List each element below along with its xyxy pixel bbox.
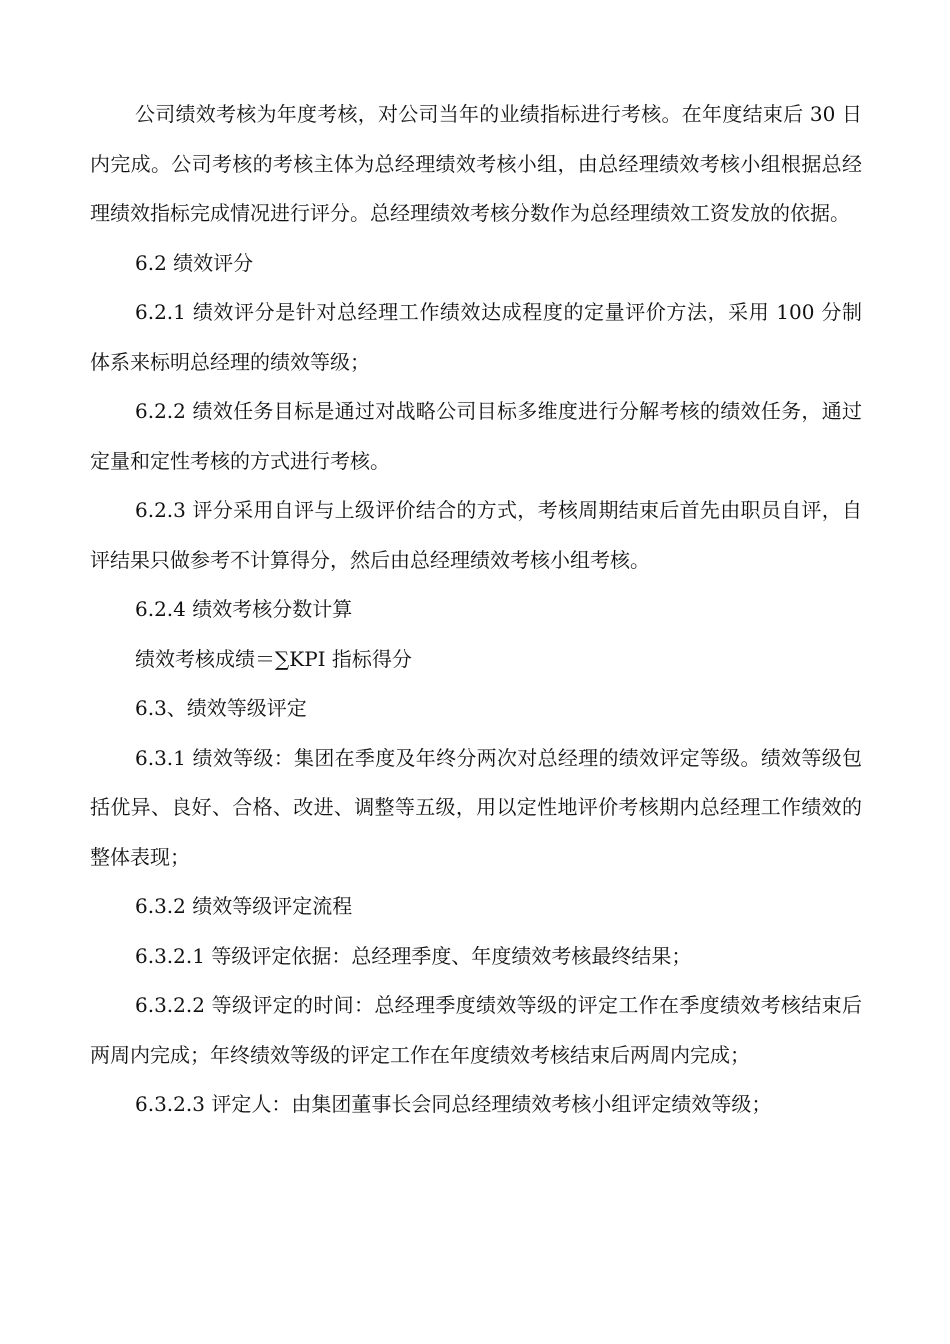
- paragraph-6-2-3: 6.2.3 评分采用自评与上级评价结合的方式，考核周期结束后首先由职员自评，自评结果只做参考不计算得分，然后由总经理绩效考核小组考核。: [90, 498, 862, 572]
- paragraph-annual-assessment: 公司绩效考核为年度考核，对公司当年的业绩指标进行考核。在年度结束后 30 日内完成。公司考核的考核主体为总经理绩效考核小组，由总经理绩效考核小组根据总经理绩效指标完成情况进行评分。总经理绩效考核分数作为总经理绩效工资发放的依据。: [90, 102, 862, 225]
- formula-line: 绩效考核成绩＝∑KPI 指标得分: [135, 646, 412, 671]
- section-heading-6-2: 6.2 绩效评分: [135, 250, 254, 275]
- paragraph-6-2-1: 6.2.1 绩效评分是针对总经理工作绩效达成程度的定量评价方法，采用 100 分制体系来标明总经理的绩效等级；: [90, 300, 862, 374]
- paragraph-6-3-2-1: 6.3.2.1 等级评定依据：总经理季度、年度绩效考核最终结果；: [135, 943, 692, 968]
- paragraph-6-3-2-2: 6.3.2.2 等级评定的时间：总经理季度绩效等级的评定工作在季度绩效考核结束后两周内完成；年终绩效等级的评定工作在年度绩效考核结束后两周内完成；: [90, 993, 862, 1067]
- paragraph-6-3-1: 6.3.1 绩效等级：集团在季度及年终分两次对总经理的绩效评定等级。绩效等级包括优异、良好、合格、改进、调整等五级，用以定性地评价考核期内总经理工作绩效的整体表现；: [90, 745, 862, 869]
- section-heading-6-3-2: 6.3.2 绩效等级评定流程: [135, 894, 353, 918]
- document-page: [90, 90, 862, 1130]
- section-heading-6-3: 6.3、绩效等级评定: [135, 696, 307, 720]
- paragraph-6-2-2: 6.2.2 绩效任务目标是通过对战略公司目标多维度进行分解考核的绩效任务，通过定量和定性考核的方式进行考核。: [90, 399, 862, 473]
- paragraph-6-3-2-3: 6.3.2.3 评定人：由集团董事长会同总经理绩效考核小组评定绩效等级；: [135, 1092, 772, 1116]
- section-heading-6-2-4: 6.2.4 绩效考核分数计算: [135, 597, 353, 621]
